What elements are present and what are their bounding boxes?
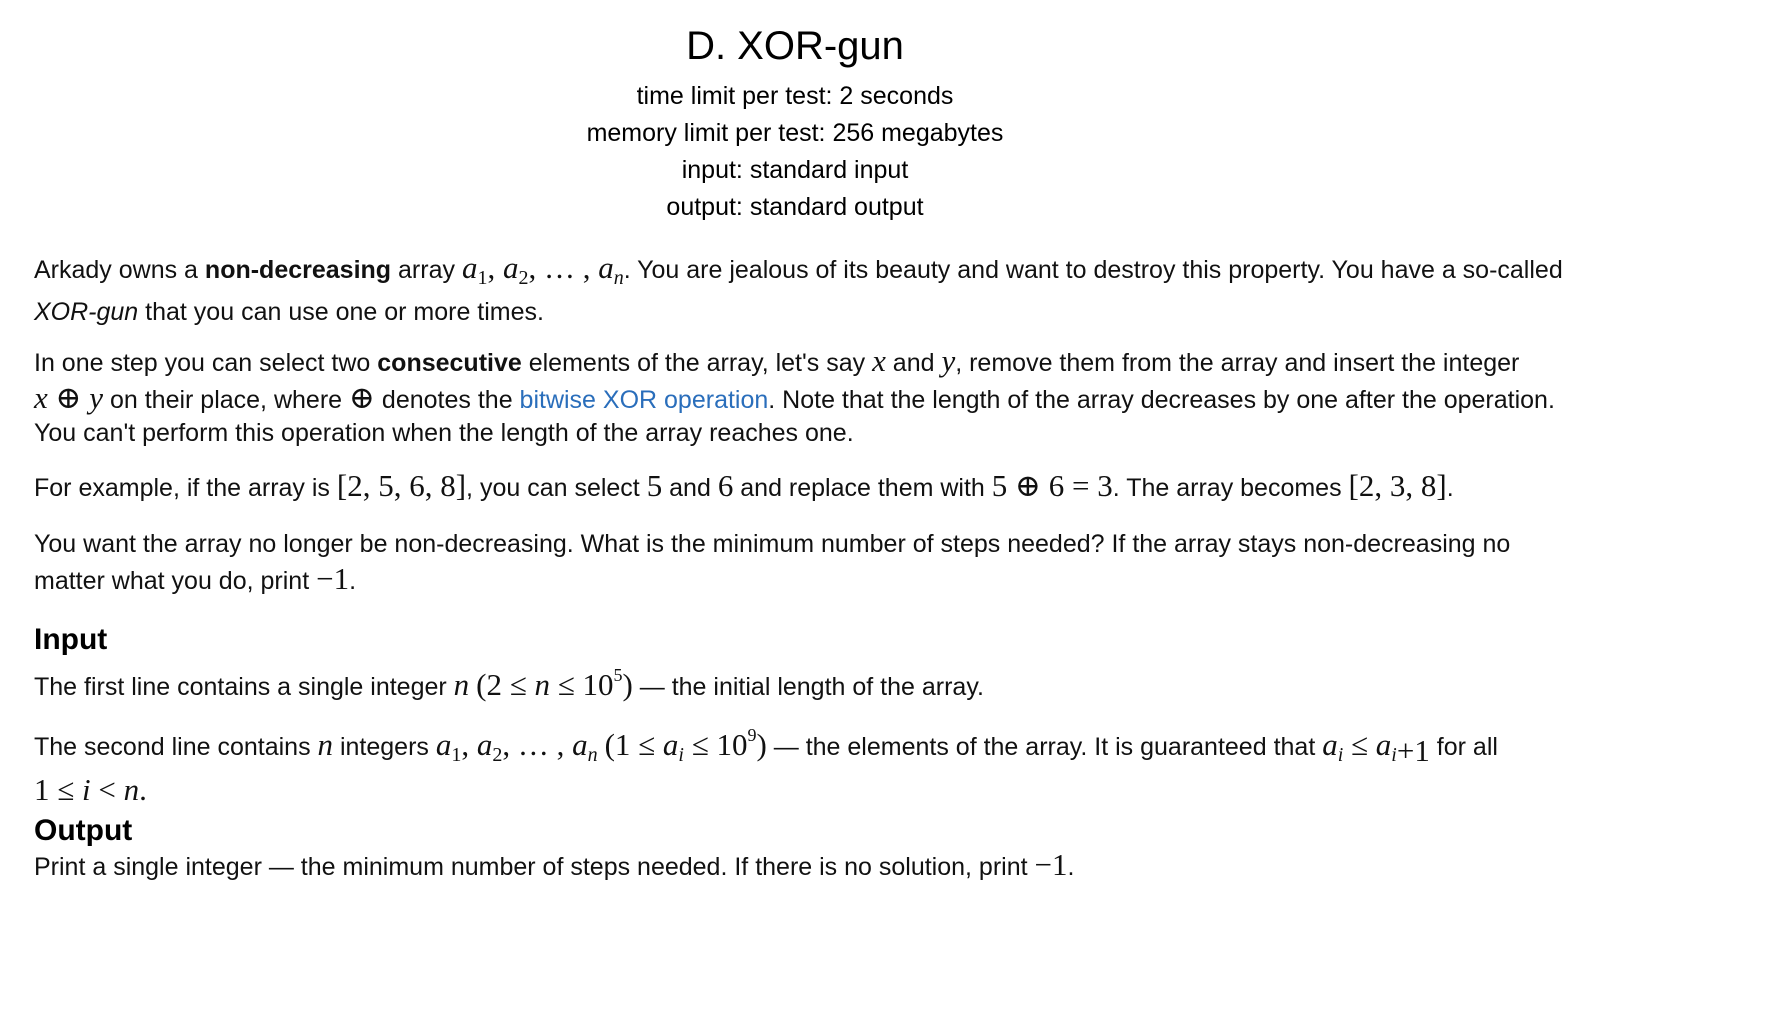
- statement-paragraph-1: [34, 251, 1579, 329]
- text: . Note that the length of the array decreases by one after the operation. You can't perform this operation when the length of the array reaches one.: [34, 385, 1555, 447]
- memory-limit: memory limit per test: 256 megabytes: [586, 119, 1004, 147]
- text: — the elements of the array. It is guaranteed that: [766, 733, 1323, 761]
- input-heading: Input: [34, 623, 108, 656]
- input-spec: input: standard input: [681, 156, 909, 184]
- math-six: 6: [717, 468, 734, 503]
- italic-term: XOR-gun: [34, 297, 139, 326]
- bold-term: consecutive: [377, 349, 522, 377]
- math-array-a: $a_1$, $a_2$, … , $a_n$: [435, 727, 598, 766]
- text: and replace them with: [733, 474, 992, 502]
- text: and: [885, 349, 942, 377]
- text: The second line contains: [34, 733, 318, 761]
- text: Arkady owns a: [34, 256, 205, 284]
- text: on their place, where: [103, 385, 349, 414]
- time-limit: time limit per test: 2 seconds: [636, 82, 954, 110]
- math-array-example: [2, 5, 6, 8]: [336, 468, 467, 503]
- text: You want the array no longer be non-decreasing. What is the minimum number of steps needed? If the array stays non-decreasing no matter what you do, print: [34, 530, 1511, 595]
- math-minus-one: −1: [316, 560, 350, 596]
- text: — the initial length of the array.: [632, 673, 984, 701]
- input-line-2: [34, 719, 1579, 809]
- text: , remove them from the array and insert the integer: [955, 349, 1520, 377]
- text: In one step you can select two: [34, 349, 378, 377]
- text: For example, if the array is: [34, 474, 337, 502]
- math-index-range: 1 ≤ i < n.: [34, 771, 147, 807]
- text: denotes the: [374, 385, 520, 414]
- input-line-1: [34, 659, 1579, 705]
- text: . You are jealous of its beauty and want to destroy this property. You have a so-called: [623, 256, 1563, 284]
- math-xor-example: 5 ⊕ 6 = 3: [991, 468, 1113, 503]
- math-five: 5: [646, 468, 663, 503]
- statement-paragraph-2: [34, 344, 1579, 451]
- math-n: n: [317, 727, 334, 762]
- bitwise-xor-link[interactable]: bitwise XOR operation: [519, 385, 769, 414]
- bold-term: non-decreasing: [204, 256, 392, 284]
- math-n-constraint: $(2 \le n \le 10^5)$: [476, 665, 633, 702]
- math-a-constraint: $(1 \le a_i \le 10^9)$: [604, 725, 767, 766]
- text: for all: [1429, 733, 1498, 761]
- math-y: y: [941, 343, 956, 378]
- math-array-a: $a_1$, $a_2$, … , $a_n$: [461, 250, 624, 289]
- text: .: [1067, 853, 1075, 881]
- xor-symbol: ⊕: [349, 379, 375, 415]
- text: array: [391, 256, 462, 284]
- output-heading: Output: [34, 814, 133, 847]
- output-spec: output: standard output: [666, 193, 924, 221]
- text: integers: [333, 733, 436, 761]
- output-line-1: [34, 848, 1579, 885]
- text: elements of the array, let's say: [521, 349, 873, 377]
- text: . The array becomes: [1112, 474, 1349, 502]
- math-array-result: [2, 3, 8]: [1348, 468, 1447, 503]
- math-x-xor-y: x ⊕ y: [34, 379, 104, 415]
- text: .: [349, 566, 357, 595]
- math-sorted-condition: $a_i \le a_{i+1}$: [1322, 727, 1430, 768]
- text: The first line contains a single integer: [34, 673, 454, 701]
- text: and: [662, 474, 718, 502]
- math-n: n: [453, 667, 470, 702]
- text: , you can select: [466, 474, 647, 502]
- text: .: [1446, 474, 1454, 502]
- statement-paragraph-3: [34, 469, 1579, 506]
- math-minus-one: −1: [1034, 847, 1068, 882]
- math-x: x: [872, 343, 886, 378]
- problem-title: D. XOR-gun: [686, 24, 904, 68]
- statement-paragraph-4: [34, 528, 1534, 598]
- text: that you can use one or more times.: [138, 297, 544, 326]
- text: Print a single integer — the minimum number of steps needed. If there is no solution, print: [34, 853, 1035, 881]
